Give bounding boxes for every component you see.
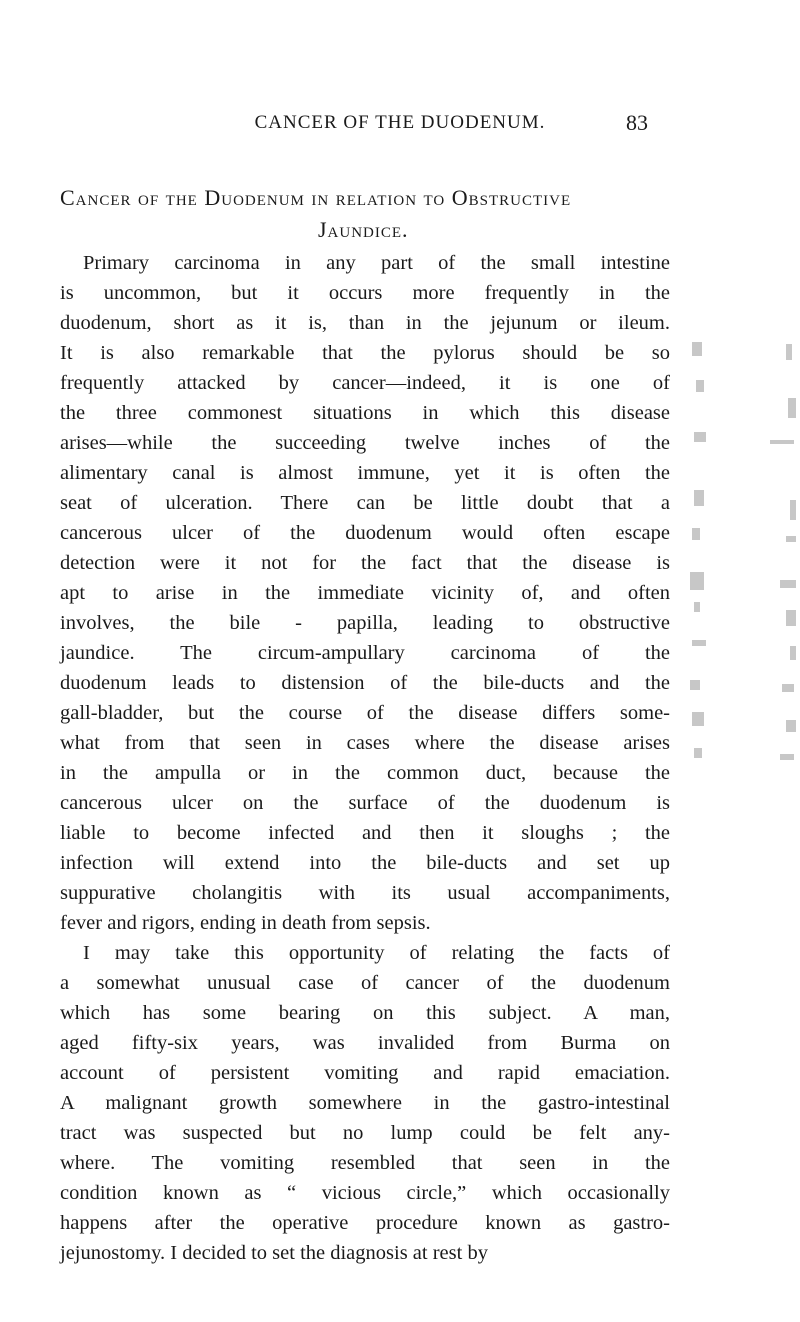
page-header (0, 108, 800, 138)
bleed-mark (692, 712, 704, 726)
text-line: is uncommon, but it occurs more frequently in the (60, 282, 670, 304)
bleed-mark (694, 748, 702, 758)
bleed-mark (690, 680, 700, 690)
bleed-mark (770, 440, 794, 444)
text-line: fever and rigors, ending in death from sepsis. (60, 912, 431, 934)
text-line: liable to become infected and then it sloughs ; the (60, 822, 670, 844)
bleed-mark (790, 500, 796, 520)
text-line: duodenum, short as it is, than in the jejunum or ileum. (60, 312, 670, 334)
page-number: 83 (626, 110, 648, 135)
text-line: cancerous ulcer of the duodenum would often escape (60, 522, 670, 544)
body-text (60, 248, 670, 1268)
text-line: what from that seen in cases where the disease arises (60, 732, 670, 754)
text-line: apt to arise in the immediate vicinity of, and often (60, 582, 670, 604)
section-title-line-1: Cancer of the Duodenum in relation to Obstructive (60, 185, 572, 210)
bleed-mark (786, 720, 796, 732)
bleed-mark (692, 528, 700, 540)
text-line: A malignant growth somewhere in the gastro-intestinal (60, 1092, 670, 1114)
text-line: condition known as “ vicious circle,” which occasionally (60, 1182, 670, 1204)
bleed-mark (692, 640, 706, 646)
section-title-line-2: Jaundice. (318, 217, 409, 242)
text-line: duodenum leads to distension of the bile-ducts and the (60, 672, 670, 694)
text-line: jaundice. The circum-ampullary carcinoma of the (60, 642, 670, 664)
text-line: alimentary canal is almost immune, yet it is often the (60, 462, 670, 484)
text-line: gall-bladder, but the course of the disease differs some- (60, 702, 670, 724)
text-line: involves, the bile - papilla, leading to obstructive (60, 612, 670, 634)
text-line: in the ampulla or in the common duct, because the (60, 762, 670, 784)
bleed-mark (690, 572, 704, 590)
text-line: infection will extend into the bile-ducts and set up (60, 852, 670, 874)
bleed-mark (694, 602, 700, 612)
bleed-mark (692, 342, 702, 356)
text-line: suppurative cholangitis with its usual accompaniments, (60, 882, 670, 904)
bleed-mark (790, 646, 796, 660)
text-line: account of persistent vomiting and rapid emaciation. (60, 1062, 670, 1084)
bleed-mark (694, 432, 706, 442)
bleed-mark (782, 684, 794, 692)
bleed-mark (780, 580, 796, 588)
text-line: where. The vomiting resembled that seen in the (60, 1152, 670, 1174)
text-line: cancerous ulcer on the surface of the duodenum is (60, 792, 670, 814)
running-head: CANCER OF THE DUODENUM. (254, 112, 546, 133)
bleed-mark (786, 536, 796, 542)
text-line: happens after the operative procedure known as gastro- (60, 1212, 670, 1234)
bleed-mark (788, 398, 796, 418)
text-line: arises—while the succeeding twelve inches of the (60, 432, 670, 454)
bleed-mark (694, 490, 704, 506)
section-title (60, 182, 750, 246)
page-bleed-through-marks (690, 340, 800, 780)
bleed-mark (786, 344, 792, 360)
text-line: which has some bearing on this subject. A man, (60, 1002, 670, 1024)
text-line: tract was suspected but no lump could be felt any- (60, 1122, 670, 1144)
bleed-mark (786, 610, 796, 626)
text-line: a somewhat unusual case of cancer of the duodenum (60, 972, 670, 994)
text-line: seat of ulceration. There can be little doubt that a (60, 492, 670, 514)
bleed-mark (696, 380, 704, 392)
text-line: It is also remarkable that the pylorus should be so (60, 342, 670, 364)
text-line: aged fifty-six years, was invalided from Burma on (60, 1032, 670, 1054)
text-line: frequently attacked by cancer—indeed, it is one of (60, 372, 670, 394)
text-line: jejunostomy. I decided to set the diagnosis at rest by (60, 1242, 488, 1264)
bleed-mark (780, 754, 794, 760)
text-line: the three commonest situations in which this disease (60, 402, 670, 424)
text-line: detection were it not for the fact that the disease is (60, 552, 670, 574)
text-line: Primary carcinoma in any part of the small intestine (83, 252, 670, 274)
text-line: I may take this opportunity of relating the facts of (83, 942, 670, 964)
